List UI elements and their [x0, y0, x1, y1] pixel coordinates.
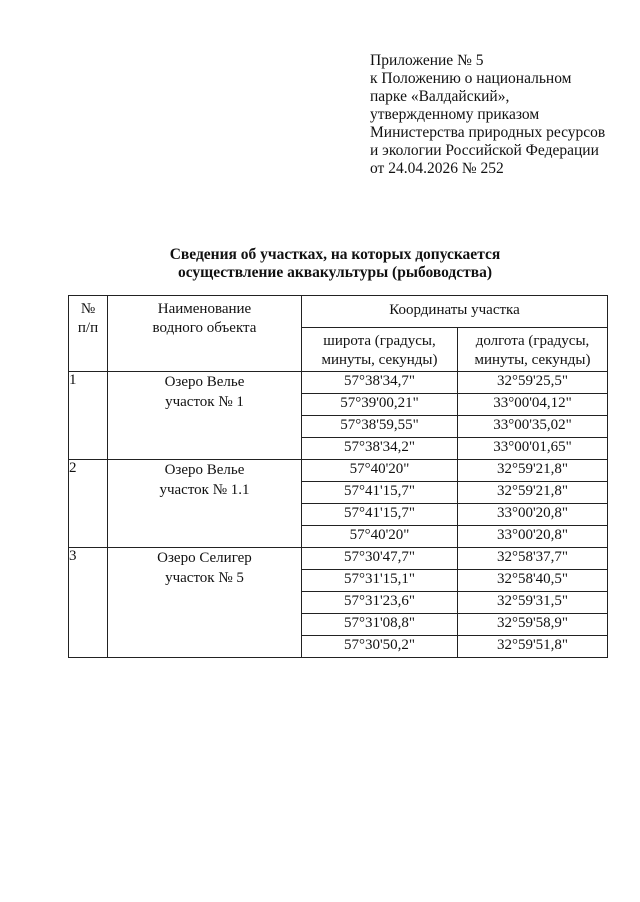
sites-table: [68, 295, 608, 658]
site-name-line1: Озеро Велье: [164, 374, 245, 390]
header-lon-line1: долгота (градусы,: [475, 333, 590, 349]
latitude-cell: 57°41'15,7": [302, 504, 458, 526]
site-name: [108, 372, 302, 460]
site-name: [108, 460, 302, 548]
appendix-reference: [370, 52, 632, 178]
header-lat-line2: минуты, секунды): [321, 352, 438, 368]
appendix-line: и экологии Российской Федерации: [370, 142, 599, 159]
header-lat: [302, 328, 458, 372]
longitude-cell: 32°59'31,5": [458, 592, 608, 614]
appendix-line: Приложение № 5: [370, 52, 484, 69]
longitude-cell: 32°58'40,5": [458, 570, 608, 592]
latitude-cell: 57°30'47,7": [302, 548, 458, 570]
header-lat-line1: широта (градусы,: [323, 333, 436, 349]
site-name: [108, 548, 302, 658]
site-name-line2: участок № 1.1: [159, 482, 250, 498]
header-num-line2: п/п: [77, 320, 99, 336]
longitude-cell: 32°59'21,8": [458, 482, 608, 504]
longitude-cell: 33°00'04,12": [458, 394, 608, 416]
title-line: Сведения об участках, на которых допускается: [169, 246, 501, 263]
longitude-cell: 32°58'37,7": [458, 548, 608, 570]
table-row: [69, 548, 608, 570]
appendix-line: Министерства природных ресурсов: [370, 124, 606, 141]
longitude-cell: 33°00'35,02": [458, 416, 608, 438]
latitude-cell: 57°41'15,7": [302, 482, 458, 504]
header-lon: [458, 328, 608, 372]
longitude-cell: 32°59'25,5": [458, 372, 608, 394]
latitude-cell: 57°38'59,55": [302, 416, 458, 438]
appendix-line: утвержденному приказом: [370, 106, 540, 123]
latitude-cell: 57°38'34,2": [302, 438, 458, 460]
header-coords: [302, 296, 608, 328]
longitude-cell: 32°59'21,8": [458, 460, 608, 482]
longitude-cell: 32°59'51,8": [458, 636, 608, 658]
site-name-line2: участок № 5: [165, 570, 244, 586]
header-name-line1: Наименование: [157, 301, 252, 317]
site-num: 1: [69, 372, 108, 460]
longitude-cell: 33°00'01,65": [458, 438, 608, 460]
table-header-row: [69, 296, 608, 328]
longitude-cell: 33°00'20,8": [458, 504, 608, 526]
longitude-cell: 33°00'20,8": [458, 526, 608, 548]
appendix-line: от 24.04.2026 № 252: [370, 160, 504, 177]
latitude-cell: 57°38'34,7": [302, 372, 458, 394]
latitude-cell: 57°31'15,1": [302, 570, 458, 592]
latitude-cell: 57°31'23,6": [302, 592, 458, 614]
latitude-cell: 57°39'00,21": [302, 394, 458, 416]
document-title: [100, 246, 570, 282]
site-name-line1: Озеро Велье: [164, 462, 245, 478]
latitude-cell: 57°31'08,8": [302, 614, 458, 636]
site-name-line2: участок № 1: [165, 394, 244, 410]
appendix-line: парке «Валдайский»,: [370, 88, 510, 105]
site-name-line1: Озеро Селигер: [157, 550, 252, 566]
latitude-cell: 57°40'20": [302, 526, 458, 548]
header-name-line2: водного объекта: [152, 320, 257, 336]
title-line: осуществление аквакультуры (рыбоводства): [177, 264, 493, 281]
header-coords-text: Координаты участка: [389, 302, 520, 318]
appendix-line: к Положению о национальном: [370, 70, 572, 87]
header-name: [108, 296, 302, 372]
site-num: 2: [69, 460, 108, 548]
latitude-cell: 57°40'20": [302, 460, 458, 482]
site-num: 3: [69, 548, 108, 658]
longitude-cell: 32°59'58,9": [458, 614, 608, 636]
header-lon-line2: минуты, секунды): [474, 352, 591, 368]
header-num: [69, 296, 108, 372]
table-row: [69, 460, 608, 482]
table-row: [69, 372, 608, 394]
header-num-line1: №: [80, 301, 96, 317]
latitude-cell: 57°30'50,2": [302, 636, 458, 658]
